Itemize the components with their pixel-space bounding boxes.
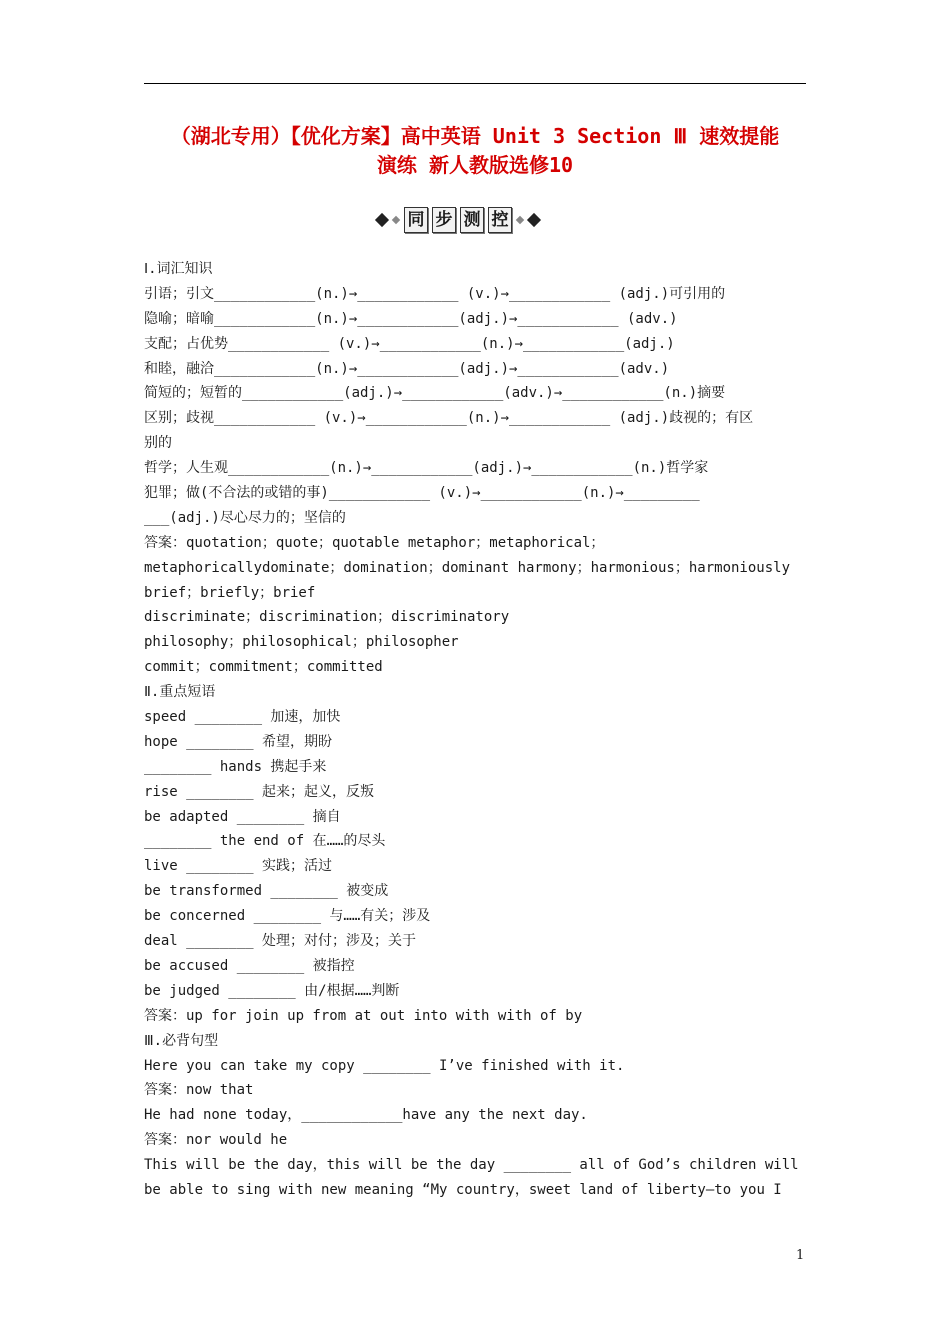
vocab-line: ___(adj.)尽心尽力的；坚信的: [144, 509, 346, 526]
page-number: 1: [796, 1248, 805, 1263]
banner-char: 测: [460, 207, 484, 233]
vocab-line: 支配；占优势____________ (v.)→____________(n.)→____________(adj.): [144, 335, 675, 352]
sentence-line: be able to sing with new meaning “My country，sweet land of liberty—to you I: [144, 1181, 782, 1198]
vocab-line: 和睦，融洽____________(n.)→____________(adj.)→____________(adv.): [144, 360, 670, 377]
phrase-line: speed ________ 加速，加快: [144, 709, 341, 726]
sentence-line: Here you can take my copy ________ I’ve finished with it.: [144, 1057, 625, 1074]
section-heading-phrases: Ⅱ.重点短语: [144, 684, 216, 701]
section-heading-vocab: Ⅰ.词汇知识: [144, 261, 213, 277]
phrase-line: be transformed ________ 被变成: [144, 883, 389, 900]
banner-char: 控: [488, 207, 512, 233]
sentence-line: 答案：now that: [144, 1082, 254, 1099]
vocab-line: 引语；引文____________(n.)→____________ (v.)→____________ (adj.)可引用的: [144, 285, 726, 302]
vocab-line: 哲学；人生观____________(n.)→____________(adj.)→____________(n.)哲学家: [144, 460, 709, 477]
document-title: [144, 122, 806, 180]
vocab-answer-line: philosophy；philosophical；philosopher: [144, 634, 459, 651]
section-banner: [374, 206, 542, 234]
banner-char: 步: [432, 207, 456, 233]
phrase-line: rise ________ 起来；起义，反叛: [144, 783, 375, 800]
vocab-line: 别的: [144, 435, 172, 452]
diamond-icon: [527, 213, 541, 227]
vocab-line: 区别；歧视____________ (v.)→____________(n.)→____________ (adj.)歧视的；有区: [144, 410, 754, 427]
sentence-line: He had none today，____________have any the next day.: [144, 1107, 588, 1124]
sentence-line: This will be the day，this will be the day ________ all of God’s children will: [144, 1157, 799, 1174]
vocab-line: 简短的；短暂的____________(adj.)→____________(adv.)→____________(n.)摘要: [144, 385, 726, 402]
title-line-1: （湖北专用）【优化方案】高中英语 Unit 3 Section Ⅲ 速效提能: [170, 124, 780, 148]
diamond-icon: [392, 216, 400, 224]
phrase-line: ________ the end of 在……的尽头: [144, 833, 386, 850]
phrase-line: hope ________ 希望，期盼: [144, 733, 333, 750]
phrase-answer: 答案：up for join up from at out into with with of by: [144, 1007, 583, 1024]
phrase-line: deal ________ 处理；对付；涉及；关于: [144, 933, 417, 950]
section-heading-sentences: Ⅲ.必背句型: [144, 1032, 219, 1049]
vocab-answer-line: 答案：quotation；quote；quotable metaphor；metaphorical；: [144, 534, 605, 551]
vocab-answer-line: commit；commitment；committed: [144, 659, 383, 676]
phrase-line: live ________ 实践；活过: [144, 858, 333, 875]
header-rule: [144, 83, 806, 84]
phrase-line: be concerned ________ 与……有关；涉及: [144, 908, 431, 925]
vocab-answer-line: discriminate；discrimination；discriminatory: [144, 609, 510, 626]
vocab-line: 隐喻；暗喻____________(n.)→____________(adj.)→____________ (adv.): [144, 310, 678, 327]
title-line-2: 演练 新人教版选修10: [376, 153, 574, 177]
diamond-icon: [375, 213, 389, 227]
document-body: [144, 257, 806, 1203]
phrase-line: be accused ________ 被指控: [144, 957, 355, 974]
phrase-line: be adapted ________ 摘自: [144, 808, 341, 825]
banner-char: 同: [404, 207, 428, 233]
vocab-answer-line: brief；briefly；brief: [144, 584, 316, 601]
phrase-line: ________ hands 携起手来: [144, 758, 327, 775]
vocab-answer-line: metaphoricallydominate；domination；dominant harmony；harmonious；harmoniously: [144, 559, 791, 576]
phrase-line: be judged ________ 由/根据……判断: [144, 982, 400, 999]
diamond-icon: [516, 216, 524, 224]
sentence-line: 答案：nor would he: [144, 1132, 288, 1149]
vocab-line: 犯罪；做(不合法的或错的事)____________ (v.)→____________(n.)→_________: [144, 485, 700, 502]
